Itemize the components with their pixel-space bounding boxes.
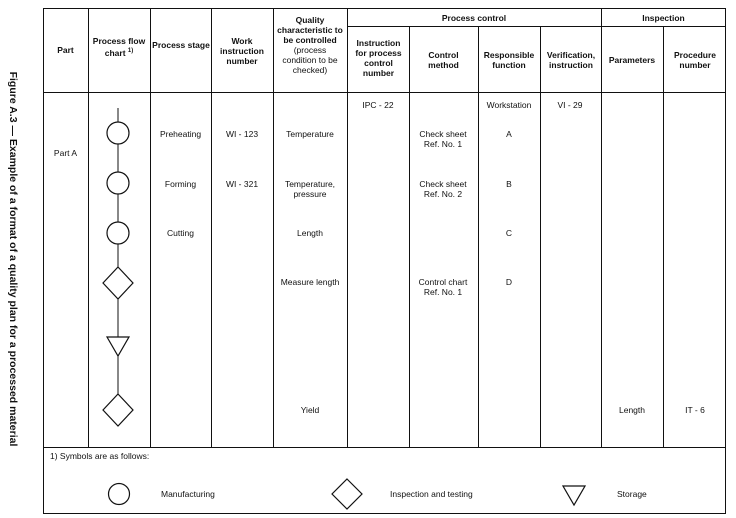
cell-responsible-top: Workstation — [486, 100, 532, 110]
cell-responsible: A — [506, 129, 512, 139]
cell-stage: Forming — [164, 179, 197, 189]
cell-control-method: Check sheet Ref. No. 2 — [419, 179, 467, 199]
header-control-method: Control method — [428, 50, 459, 70]
cell-control-method: Control chart Ref. No. 1 — [418, 277, 468, 297]
header-inspection: Inspection — [642, 13, 685, 23]
legend-inspection: Inspection and testing — [390, 489, 473, 499]
header-process-control: Process control — [441, 13, 507, 23]
cell-control-method: Check sheet Ref. No. 1 — [419, 129, 467, 149]
cell-responsible: B — [506, 179, 512, 189]
manufacturing-icon — [107, 222, 129, 244]
cell-quality: Yield — [300, 405, 320, 415]
header-responsible-function: Responsible function — [483, 50, 535, 70]
cell-procedure: IT - 6 — [685, 405, 705, 415]
storage-icon — [107, 337, 129, 356]
body-bottom-line — [43, 447, 726, 448]
col-divider — [409, 26, 410, 447]
inspection-icon — [103, 267, 133, 299]
cell-quality: Length — [297, 228, 323, 238]
header-flow-chart: Process flow chart $^{1)}$ — [92, 36, 146, 58]
header-verification-instruction: Verification, instruction — [546, 50, 596, 70]
cell-work-instruction: WI - 123 — [225, 129, 259, 139]
cell-responsible: C — [505, 228, 513, 238]
header-quality-characteristic: Quality characteristic to be controlled (process condition to be checked) — [277, 15, 343, 75]
cell-verification: VI - 29 — [557, 100, 583, 110]
manufacturing-icon — [107, 172, 129, 194]
cell-quality: Measure length — [280, 277, 340, 287]
cell-quality: Temperature, pressure — [284, 179, 336, 199]
subheader-line — [347, 26, 726, 27]
manufacturing-icon — [107, 482, 131, 506]
cell-stage: Preheating — [159, 129, 202, 139]
manufacturing-icon — [107, 122, 129, 144]
col-divider — [211, 8, 212, 447]
cell-parameters: Length — [619, 405, 645, 415]
col-divider — [601, 8, 602, 447]
col-divider — [540, 26, 541, 447]
cell-instruction-pc: IPC - 22 — [362, 100, 394, 110]
header-parameters: Parameters — [608, 55, 656, 65]
legend-title: 1) Symbols are as follows: — [50, 451, 150, 461]
storage-icon — [562, 485, 586, 507]
legend-manufacturing: Manufacturing — [161, 489, 215, 499]
cell-stage: Cutting — [167, 228, 194, 238]
cell-work-instruction: WI - 321 — [225, 179, 259, 189]
inspection-icon — [331, 478, 363, 510]
header-instruction-process-control: Instruction for process control number — [355, 38, 402, 78]
inspection-icon — [103, 394, 133, 426]
cell-quality: Temperature — [286, 129, 334, 139]
col-divider — [663, 26, 664, 447]
cell-responsible: D — [505, 277, 513, 287]
col-divider — [347, 8, 348, 447]
header-work-instruction: Work instruction number — [220, 36, 264, 66]
cell-part: Part A — [53, 148, 78, 158]
figure-caption: Figure A.3 — Example of a format of a quality plan for a processed material — [7, 71, 19, 447]
header-procedure-number: Procedure number — [673, 50, 717, 70]
legend-storage: Storage — [617, 489, 647, 499]
header-process-stage: Process stage — [152, 40, 210, 50]
process-flow-chart — [89, 92, 149, 446]
header-part: Part — [57, 45, 74, 55]
